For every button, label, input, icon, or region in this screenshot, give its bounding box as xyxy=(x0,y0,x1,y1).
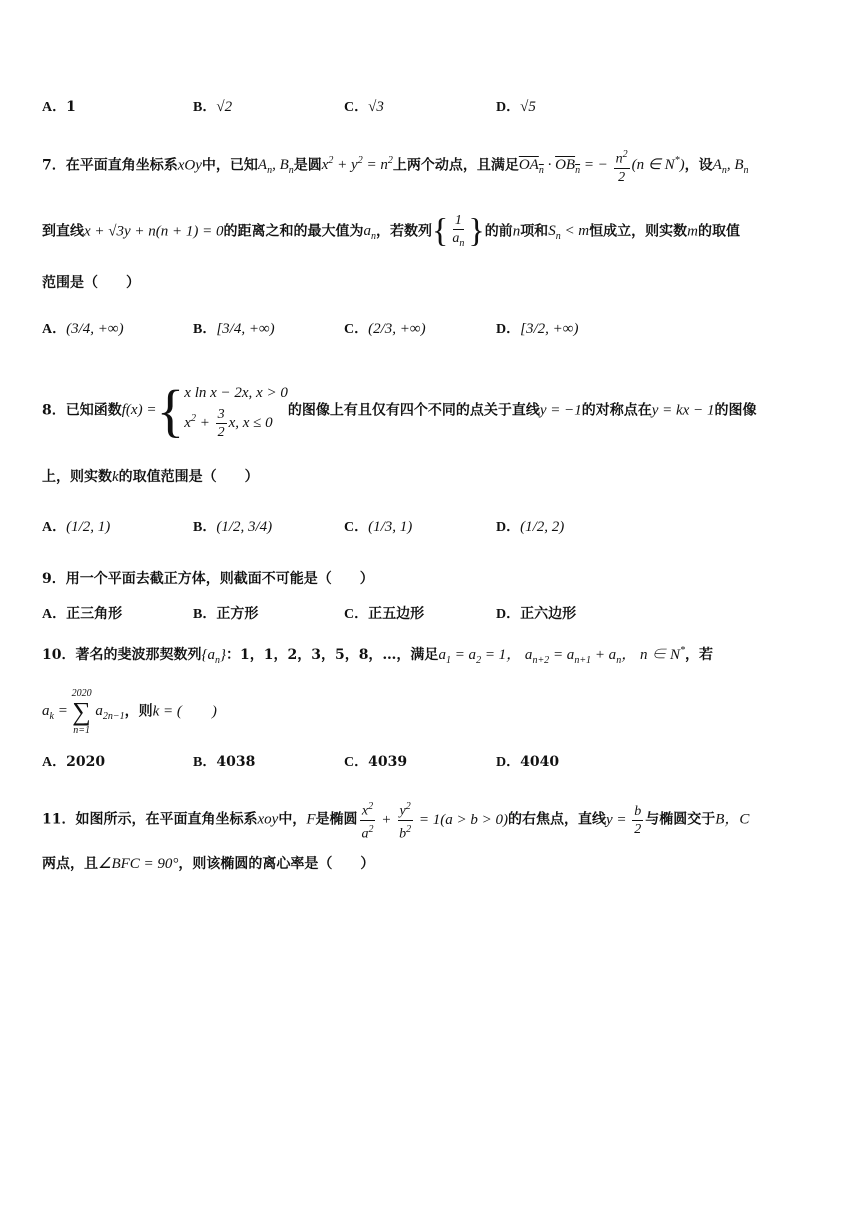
math: n xyxy=(512,223,521,240)
math: y = $\frac{b}{2}$ xyxy=(605,803,642,837)
q10-line-2: $a_k$ = 2020 ∑ n=1 $a_{2n-1}$，则k = ( ) xyxy=(42,688,217,736)
math: B，C xyxy=(715,811,750,828)
q7-option-a[interactable]: A．(3/4, +∞) xyxy=(42,321,124,337)
math: $A_n$, $B_n$ xyxy=(712,157,749,177)
q8-option-b[interactable]: B．(1/2, 3/4) xyxy=(193,519,273,535)
math: $a_k$ = 2020 ∑ n=1 $a_{2n-1}$ xyxy=(42,688,125,736)
math: xoy xyxy=(257,811,279,828)
math: $\{a_n\}$ xyxy=(201,647,226,666)
q10-option-b[interactable]: B．4038 xyxy=(193,754,256,770)
math: k xyxy=(112,469,119,485)
math: k = ( ) xyxy=(152,703,217,720)
q8-line-2: 上，则实数k的取值范围是（ ） xyxy=(42,469,259,485)
q6-option-d[interactable]: D．√5 xyxy=(496,99,536,115)
q10-option-d[interactable]: D．4040 xyxy=(496,754,560,770)
math: $x^2 + y^2 = n^2$ xyxy=(321,155,393,174)
math: y = kx − 1 xyxy=(651,402,715,419)
math: $OA_n \cdot OB_n$ = − $\frac{n^2}{2}$ (n ∈ N*) xyxy=(519,157,685,173)
q9-option-c[interactable]: C．正五边形 xyxy=(344,606,425,622)
q7-line-3: 范围是（ ） xyxy=(42,275,140,291)
q9-option-b[interactable]: B．正方形 xyxy=(193,606,259,622)
q10-line-1: 10．著名的斐波那契数列$\{a_n\}$：1，1，2，3，5，8，…，满足$a_1 = a_2 = 1$， $a_{n+2} = a_{n+1} + a_n$， n ∈ N*，若 xyxy=(42,645,713,666)
piecewise-function: f(x) = { x ln x − 2x, x > 0 $x^2$ + $\frac{3}{2}$ x, x ≤ 0 xyxy=(121,377,288,443)
q7-line-1: 7．在平面直角坐标系xOy中，已知$A_n$, $B_n$是圆$x^2 + y^2 = n^2$上两个动点，且满足$OA_n \cdot OB_n$ = − $\frac{n^2}{2}$ (n ∈ N*)，设$A_n$, $B_n$ xyxy=(42,146,749,186)
q7-option-b[interactable]: B．[3/4, +∞) xyxy=(193,321,275,337)
q8-option-c[interactable]: C．(1/3, 1) xyxy=(344,519,413,535)
math: y = −1 xyxy=(539,402,582,419)
math: $a_n$ xyxy=(363,223,377,243)
q10-option-c[interactable]: C．4039 xyxy=(344,754,408,770)
q6-option-c[interactable]: C．√3 xyxy=(344,99,384,115)
q9-option-a[interactable]: A．正三角形 xyxy=(42,606,123,622)
q11-line-1: 11．如图所示，在平面直角坐标系xoy中，F是椭圆 $\frac{x^2}{a^2}$ + $\frac{y^2}{b^2}$ = 1(a > b > 0)的右焦点，直线y = $\frac{b}{2}$ 与椭圆交于B，C xyxy=(42,798,749,842)
math: $a_1 = a_2 = 1$， $a_{n+2} = a_{n+1} + a_n$， n ∈ N* xyxy=(438,645,685,666)
math: x + √3y + n(n + 1) = 0 xyxy=(84,223,224,240)
math: { $\frac{1}{a_n}$ } xyxy=(432,212,485,250)
math: xOy xyxy=(177,157,202,174)
q7-option-d[interactable]: D．[3/2, +∞) xyxy=(496,321,579,337)
q9-option-d[interactable]: D．正六边形 xyxy=(496,606,577,622)
q8-option-d[interactable]: D．(1/2, 2) xyxy=(496,519,565,535)
q8-option-a[interactable]: A．(1/2, 1) xyxy=(42,519,111,535)
math: F xyxy=(306,811,316,828)
q6-option-a[interactable]: A．1 xyxy=(42,99,76,115)
q7-line-2: 到直线x + √3y + n(n + 1) = 0的距离之和的最大值为$a_n$，若数列{ $\frac{1}{a_n}$ }的前n项和$S_n < m$恒成立，则实数m的取值 xyxy=(42,212,740,250)
math: $S_n < m$ xyxy=(548,223,590,243)
q11-line-2: 两点，且∠BFC = 90°，则该椭圆的离心率是（ ） xyxy=(42,856,375,872)
q7-option-c[interactable]: C．(2/3, +∞) xyxy=(344,321,426,337)
q9-line-1: 9．用一个平面去截正方体，则截面不可能是（ ） xyxy=(42,571,374,587)
math: $A_n$, $B_n$ xyxy=(257,157,294,177)
math: ∠BFC = 90° xyxy=(98,856,179,872)
math: m xyxy=(687,223,698,240)
q6-option-b[interactable]: B．√2 xyxy=(193,99,233,115)
math: $\frac{x^2}{a^2}$ + $\frac{y^2}{b^2}$ = 1(a > b > 0) xyxy=(357,812,507,828)
q8-line-1: 8．已知函数f(x) = { x ln x − 2x, x > 0 $x^2$ + $\frac{3}{2}$ x, x ≤ 0 的图像上有且仅有四个不同的点关于直线y = −1的对称点在y = kx − 1的图像 xyxy=(42,377,757,443)
q10-option-a[interactable]: A．2020 xyxy=(42,754,106,770)
